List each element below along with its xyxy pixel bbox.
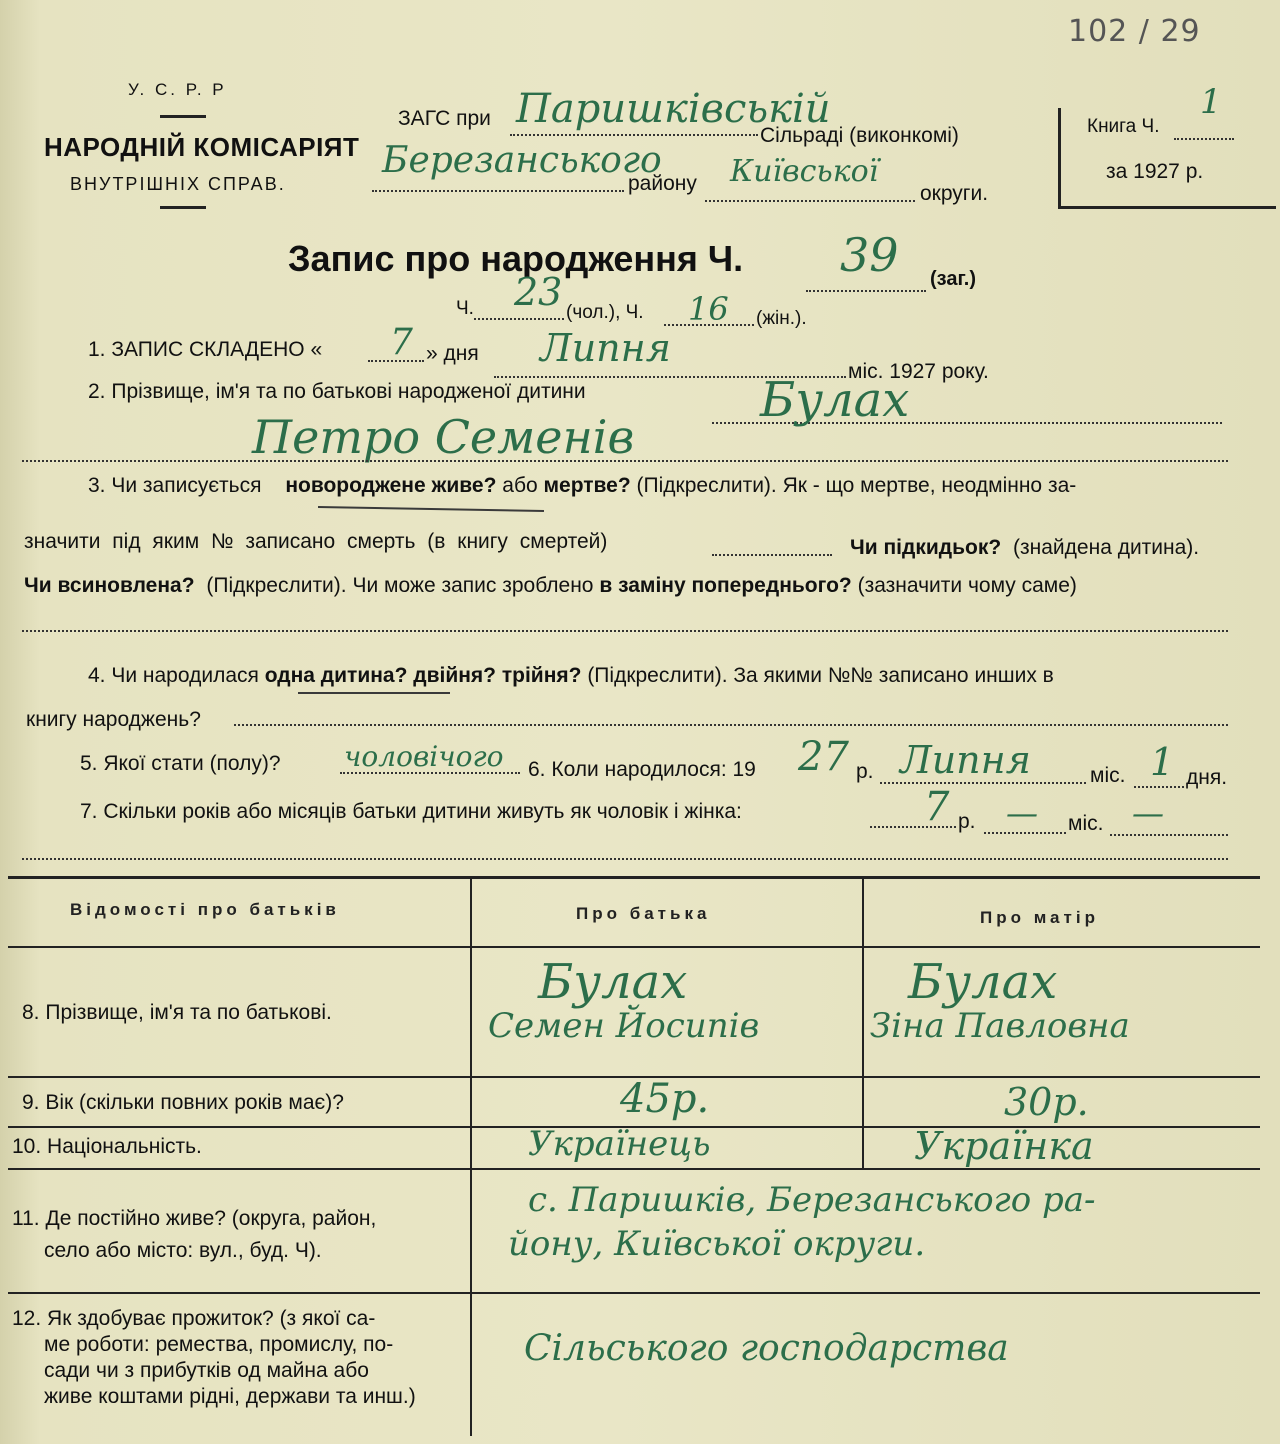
option-adopted: Чи всиновлена?: [24, 574, 195, 597]
field-6-month-underline: [880, 782, 1086, 784]
field-4-b: (Підкреслити). За якими №№ записано инших в: [587, 664, 1054, 687]
table-row-border: [8, 1292, 1260, 1294]
child-sex: чоловічого: [344, 740, 504, 773]
row-11-label-1: 11. Де постійно живе? (округа, район,: [12, 1207, 377, 1230]
table-row-border: [8, 1168, 1260, 1170]
field-3-line-2-tail: [850, 536, 1199, 560]
field-4-a: 4. Чи народилася: [88, 664, 259, 687]
field-3-death-underline: [712, 554, 832, 556]
republic-label: У. С. Р. Р: [128, 80, 227, 99]
record-number: 39: [840, 228, 899, 282]
zags-label: ЗАГС при: [398, 107, 491, 130]
field-3-underline-4: [22, 630, 1228, 632]
father-age: 45р.: [620, 1076, 710, 1122]
row-12-label-1: 12. Як здобуває прожиток? (з якої са-: [12, 1307, 376, 1330]
header-mother: Про матір: [980, 908, 1099, 927]
okrug-value: Київської: [730, 154, 879, 189]
book-label: Книга Ч.: [1087, 116, 1160, 137]
field-6-label: 6. Коли народилося: 19: [528, 758, 756, 781]
option-foundling: Чи підкидьок?: [850, 536, 1002, 559]
field-6-day-underline: [1134, 786, 1184, 788]
mother-nationality: Українка: [914, 1124, 1094, 1168]
father-nationality: Українець: [528, 1124, 711, 1164]
option-replacement: в заміну попереднього?: [599, 574, 852, 597]
selrada-value: Паришківській: [516, 86, 831, 132]
birth-day: 1: [1150, 740, 1175, 784]
field-7-months-underline: [984, 832, 1066, 834]
table-col-border: [470, 876, 472, 1436]
underline-single: [298, 692, 450, 694]
field-2-underline-2: [22, 460, 1228, 462]
residence-line-1: с. Паришків, Березанського ра-: [528, 1180, 1096, 1220]
record-title: Запис про народження Ч.: [288, 238, 744, 279]
table-header-border: [8, 946, 1260, 948]
field-4-underline: [234, 724, 1228, 726]
field-4-line-1: [88, 664, 1054, 688]
row-10-label: 10. Національність.: [12, 1135, 202, 1158]
field-6-dnya: дня.: [1186, 766, 1228, 789]
female-count: 16: [688, 290, 729, 328]
birth-month: Липня: [900, 738, 1031, 782]
okrug-label: округи.: [920, 182, 989, 205]
field-4-line-2: книгу народжень?: [26, 708, 201, 731]
row-12-label-4: живе коштами рідні, держави та инш.): [44, 1385, 416, 1408]
father-names: Семен Йосипів: [488, 1006, 760, 1046]
field-6-r: р.: [856, 760, 874, 783]
field-3-f: (зазначити чому саме): [857, 574, 1077, 597]
record-number-underline: [806, 290, 926, 292]
male-count: 23: [514, 270, 563, 314]
mother-age: 30р.: [1004, 1080, 1089, 1124]
field-7-mis: міс.: [1068, 812, 1104, 835]
field-1-label: 1. ЗАПИС СКЛАДЕНО «: [88, 338, 323, 361]
female-count-label: (жін.).: [756, 308, 807, 329]
field-2-label: 2. Прізвище, ім'я та по батькові народженої дитини: [88, 380, 586, 403]
child-names: Петро Семенів: [252, 410, 635, 464]
field-3-line-2: значити під яким № записано смерть (в книгу смертей): [24, 530, 608, 553]
field-7-underline-2: [22, 858, 1228, 860]
row-12-label-2: ме роботи: ремества, промислу, по-: [44, 1333, 394, 1356]
underline-alive: [318, 506, 544, 512]
birth-year: 27: [798, 734, 849, 780]
field-3-c: (Підкреслити). Як - що мертве, неодмінно за-: [636, 474, 1077, 497]
record-zag: (заг.): [930, 268, 977, 290]
field-7-label: 7. Скільки років або місяців батьки дитини живуть як чоловік і жінка:: [80, 800, 742, 823]
field-7-r: р.: [958, 810, 976, 833]
field-1-dnya: » дня: [426, 342, 479, 365]
book-underline: [1174, 138, 1234, 140]
residence-line-2: йону, Київської округи.: [508, 1224, 926, 1264]
row-9-label: 9. Вік (скільки повних років має)?: [22, 1091, 344, 1114]
option-dead: мертве?: [543, 474, 631, 497]
raion-label: району: [628, 172, 697, 195]
field-7-end: —: [1132, 794, 1164, 832]
marriage-years: 7: [924, 784, 950, 830]
father-surname: Булах: [538, 954, 688, 1010]
field-1-tail: міс. 1927 року.: [848, 360, 989, 383]
option-single: одна дитина? двійня? трійня?: [264, 664, 582, 687]
field-1-day: 7: [390, 322, 413, 363]
field-1-month: Липня: [540, 326, 671, 370]
male-count-underline: [474, 318, 564, 320]
marriage-months: —: [1006, 794, 1038, 832]
field-5-label: 5. Якої стати (полу)?: [80, 752, 281, 775]
field-7-end-underline: [1110, 834, 1228, 836]
archive-number: 102 / 29: [1068, 14, 1201, 49]
commissariat-subtitle: ВНУТРІШНІХ СПРАВ.: [70, 174, 286, 194]
row-12-label-3: сади чи з прибутків од майна або: [44, 1359, 369, 1382]
book-number: 1: [1200, 82, 1222, 122]
field-3-line-3: [24, 574, 1077, 598]
occupation: Сільського господарства: [524, 1328, 1009, 1369]
mother-surname: Булах: [908, 954, 1058, 1010]
row-8-label: 8. Прізвище, ім'я та по батькові.: [22, 1001, 332, 1024]
child-surname: Булах: [760, 372, 910, 428]
field-3-line-1: [88, 474, 1076, 498]
selrada-underline: [510, 134, 758, 136]
row-11-label-2: село або місто: вул., буд. Ч).: [44, 1239, 322, 1262]
divider: [160, 115, 206, 118]
field-3-e: (Підкреслити). Чи може запис зроблено: [206, 574, 594, 597]
male-count-prefix: Ч.: [456, 298, 474, 319]
option-alive: новороджене живе?: [285, 474, 497, 497]
raion-underline: [372, 190, 624, 192]
book-year: за 1927 р.: [1106, 160, 1204, 183]
divider: [160, 206, 206, 209]
header-father: Про батька: [576, 904, 711, 923]
table-col-border: [862, 876, 864, 1168]
mother-names: Зіна Павловна: [870, 1006, 1130, 1046]
field-3-d: (знайдена дитина).: [1013, 536, 1200, 559]
selradi-label: Сільраді (виконкомі): [760, 124, 959, 147]
parents-table: [8, 876, 1260, 1436]
okrug-underline: [705, 200, 915, 202]
table-top-border: [8, 876, 1260, 879]
field-6-mis: міс.: [1090, 764, 1126, 787]
raion-value: Березанського: [382, 140, 662, 181]
field-3-a: 3. Чи записується: [88, 474, 262, 497]
header-parents-info: Відомості про батьків: [70, 900, 340, 919]
commissariat-title: НАРОДНІЙ КОМІСАРІЯТ: [44, 132, 360, 162]
field-3-b: або: [502, 474, 538, 497]
male-count-label: (чол.), Ч.: [566, 302, 644, 323]
